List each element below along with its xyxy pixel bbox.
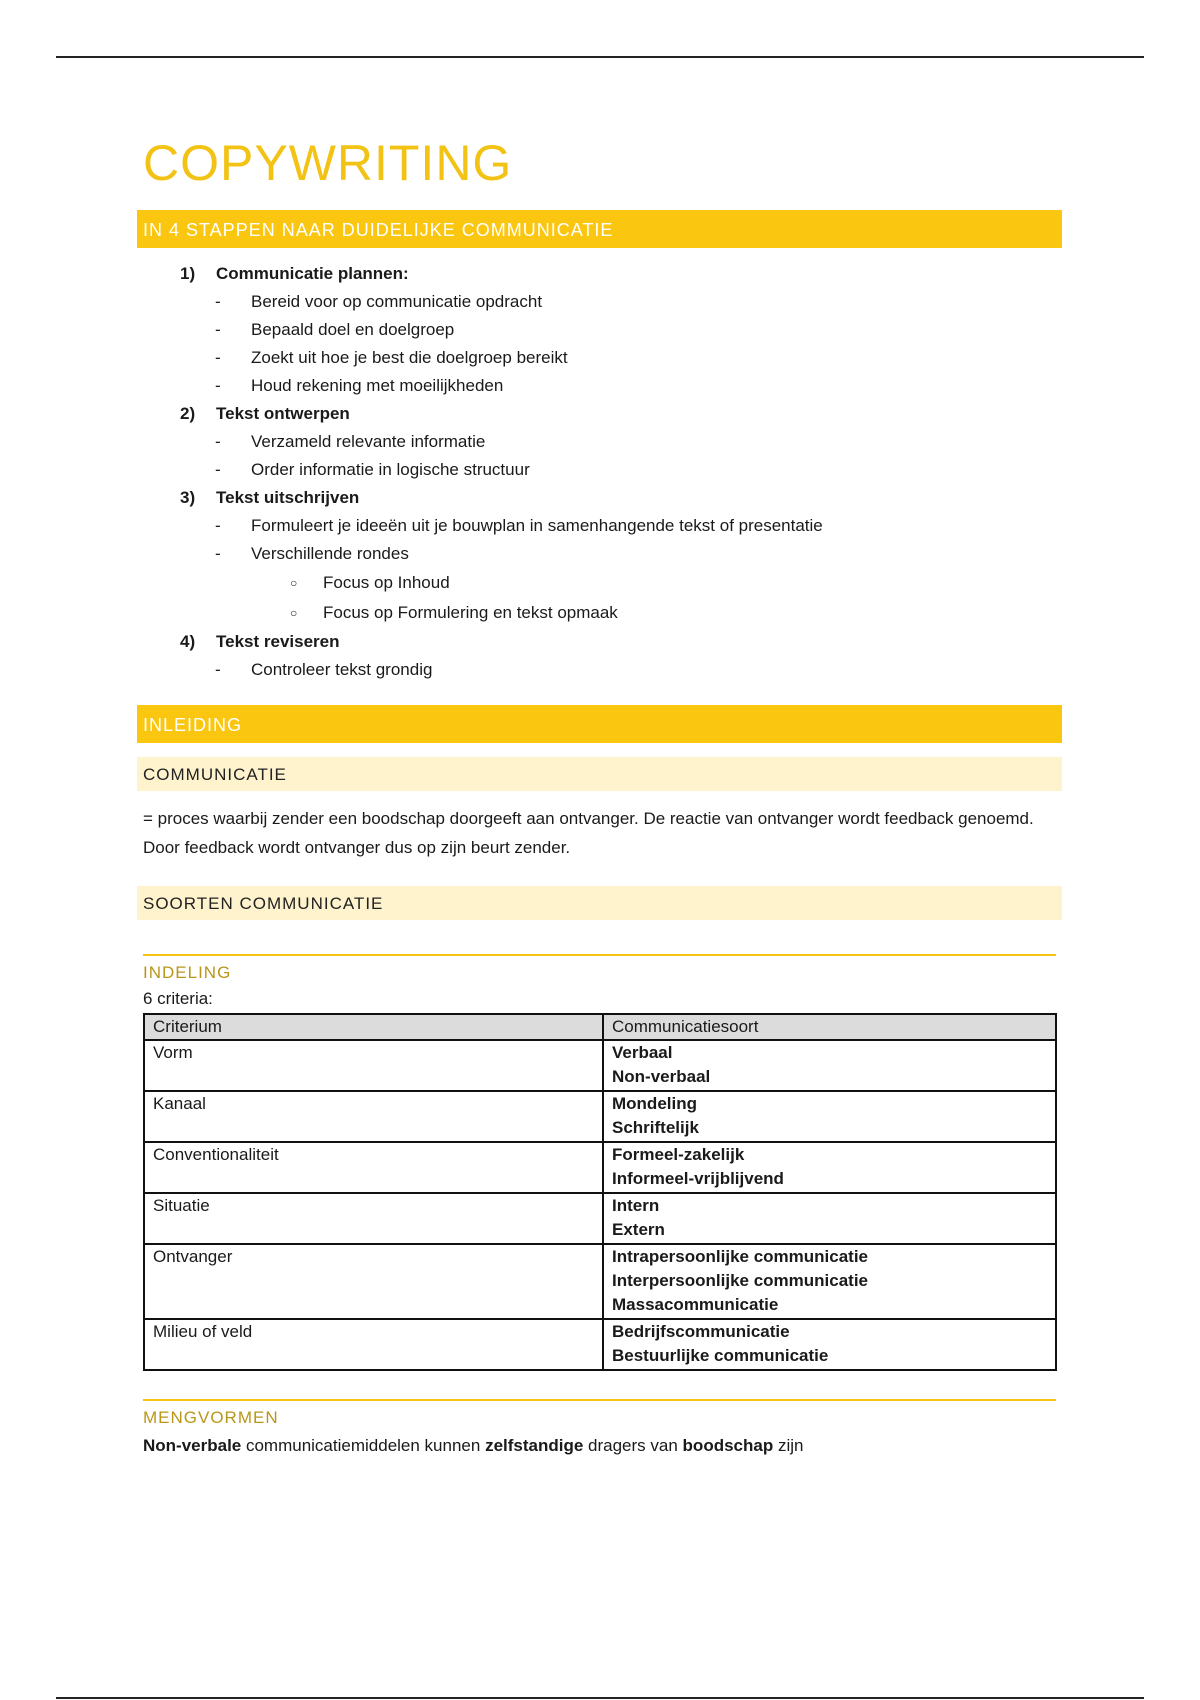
soort-value: Verbaal [612, 1043, 673, 1062]
list-item-text: Verschillende rondes [251, 544, 409, 563]
soort-value: Bedrijfscommunicatie [612, 1322, 790, 1341]
sub-list-item-text: Focus op Formulering en tekst opmaak [323, 603, 618, 622]
column-header-communicatiesoort: Communicatiesoort [603, 1014, 1056, 1040]
step-number: 2) [180, 404, 196, 423]
criteria-intro: 6 criteria: [143, 989, 213, 1008]
communicatiesoort-cell [603, 1142, 1056, 1193]
dash-bullet-icon: - [215, 320, 221, 339]
bold-term: Non-verbale [143, 1436, 242, 1455]
dash-bullet-icon: - [215, 292, 221, 311]
dash-bullet-icon: - [215, 432, 221, 451]
communicatiesoort-cell [603, 1091, 1056, 1142]
criterium-cell: Conventionaliteit [144, 1142, 603, 1193]
table-header-row [144, 1014, 1056, 1040]
communicatie-definition: = proces waarbij zender een boodschap doorgeeft aan ontvanger. De reactie van ontvanger wordt feedback genoemd. Door feedback wordt ontvanger dus op zijn beurt zender. [143, 809, 1034, 857]
list-item-text: Houd rekening met moeilijkheden [251, 376, 504, 395]
footer-rule [56, 1697, 1144, 1699]
table-row [144, 1040, 1056, 1091]
communicatiesoort-cell [603, 1244, 1056, 1319]
sub-list-item [137, 568, 1062, 598]
soort-value: Schriftelijk [612, 1118, 699, 1137]
list-item [137, 288, 1062, 316]
circle-bullet-icon: ○ [290, 576, 298, 590]
sub-list-item [137, 598, 1062, 628]
table-row [144, 1091, 1056, 1142]
table-row [144, 1244, 1056, 1319]
document-body [137, 135, 1062, 1460]
soort-value: Massacommunicatie [612, 1295, 779, 1314]
list-item-text: Bereid voor op communicatie opdracht [251, 292, 543, 311]
sub-list-item-text: Focus op Inhoud [323, 573, 450, 592]
step-item [137, 628, 1062, 656]
list-item [137, 372, 1062, 400]
list-item-text: Formuleert je ideeën uit je bouwplan in samenhangende tekst of presentatie [251, 516, 823, 535]
step-item [137, 260, 1062, 288]
list-item [137, 540, 1062, 568]
table-row [144, 1142, 1056, 1193]
bold-term: boodschap [682, 1436, 774, 1455]
column-header-criterium: Criterium [144, 1014, 603, 1040]
communicatiesoort-cell [603, 1319, 1056, 1370]
list-item-text: Bepaald doel en doelgroep [251, 320, 455, 339]
soort-value: Intrapersoonlijke communicatie [612, 1247, 869, 1266]
step-number: 1) [180, 264, 196, 283]
list-item [137, 344, 1062, 372]
bold-term: zelfstandige [485, 1436, 584, 1455]
text-fragment: zijn [773, 1436, 804, 1455]
list-item-text: Verzameld relevante informatie [251, 432, 486, 451]
list-item [137, 512, 1062, 540]
communicatiesoort-cell [603, 1193, 1056, 1244]
criterium-cell: Milieu of veld [144, 1319, 603, 1370]
dash-bullet-icon: - [215, 516, 221, 535]
subsection-heading-communicatie: COMMUNICATIE [137, 757, 1062, 791]
table-row [144, 1319, 1056, 1370]
criterium-cell: Situatie [144, 1193, 603, 1244]
list-item-text: Order informatie in logische structuur [251, 460, 530, 479]
soort-value: Informeel-vrijblijvend [612, 1169, 784, 1188]
soort-value: Formeel-zakelijk [612, 1145, 745, 1164]
step-title: Tekst uitschrijven [216, 488, 360, 507]
list-item-text: Controleer tekst grondig [251, 660, 433, 679]
list-item [137, 316, 1062, 344]
criterium-cell: Ontvanger [144, 1244, 603, 1319]
mengvormen-text [143, 1432, 1062, 1460]
subsection-heading-soorten: SOORTEN COMMUNICATIE [137, 886, 1062, 920]
soort-value: Intern [612, 1196, 660, 1215]
minor-heading-indeling: INDELING [143, 954, 1056, 985]
steps-list [137, 260, 1062, 684]
step-item [137, 400, 1062, 428]
list-item [137, 656, 1062, 684]
step-item [137, 484, 1062, 512]
communicatiesoort-cell [603, 1040, 1056, 1091]
section-heading-inleiding: INLEIDING [137, 705, 1062, 743]
soort-value: Bestuurlijke communicatie [612, 1346, 829, 1365]
soort-value: Interpersoonlijke communicatie [612, 1271, 869, 1290]
document-title: COPYWRITING [143, 135, 513, 191]
table-row [144, 1193, 1056, 1244]
dash-bullet-icon: - [215, 348, 221, 367]
step-title: Communicatie plannen: [216, 264, 409, 283]
step-number: 4) [180, 632, 196, 651]
header-rule [56, 56, 1144, 58]
dash-bullet-icon: - [215, 544, 221, 563]
list-item [137, 428, 1062, 456]
circle-bullet-icon: ○ [290, 606, 298, 620]
criterium-cell: Kanaal [144, 1091, 603, 1142]
step-title: Tekst ontwerpen [216, 404, 350, 423]
criterium-cell: Vorm [144, 1040, 603, 1091]
dash-bullet-icon: - [215, 460, 221, 479]
criteria-table [143, 1013, 1057, 1371]
step-title: Tekst reviseren [216, 632, 340, 651]
dash-bullet-icon: - [215, 376, 221, 395]
minor-heading-mengvormen: MENGVORMEN [143, 1399, 1056, 1430]
soort-value: Non-verbaal [612, 1067, 711, 1086]
section-heading-stappen: IN 4 STAPPEN NAAR DUIDELIJKE COMMUNICATIE [137, 210, 1062, 248]
soort-value: Extern [612, 1220, 665, 1239]
step-number: 3) [180, 488, 196, 507]
list-item-text: Zoekt uit hoe je best die doelgroep bereikt [251, 348, 568, 367]
text-fragment: communicatiemiddelen kunnen [241, 1436, 486, 1455]
text-fragment: dragers van [583, 1436, 683, 1455]
list-item [137, 456, 1062, 484]
soort-value: Mondeling [612, 1094, 697, 1113]
dash-bullet-icon: - [215, 660, 221, 679]
